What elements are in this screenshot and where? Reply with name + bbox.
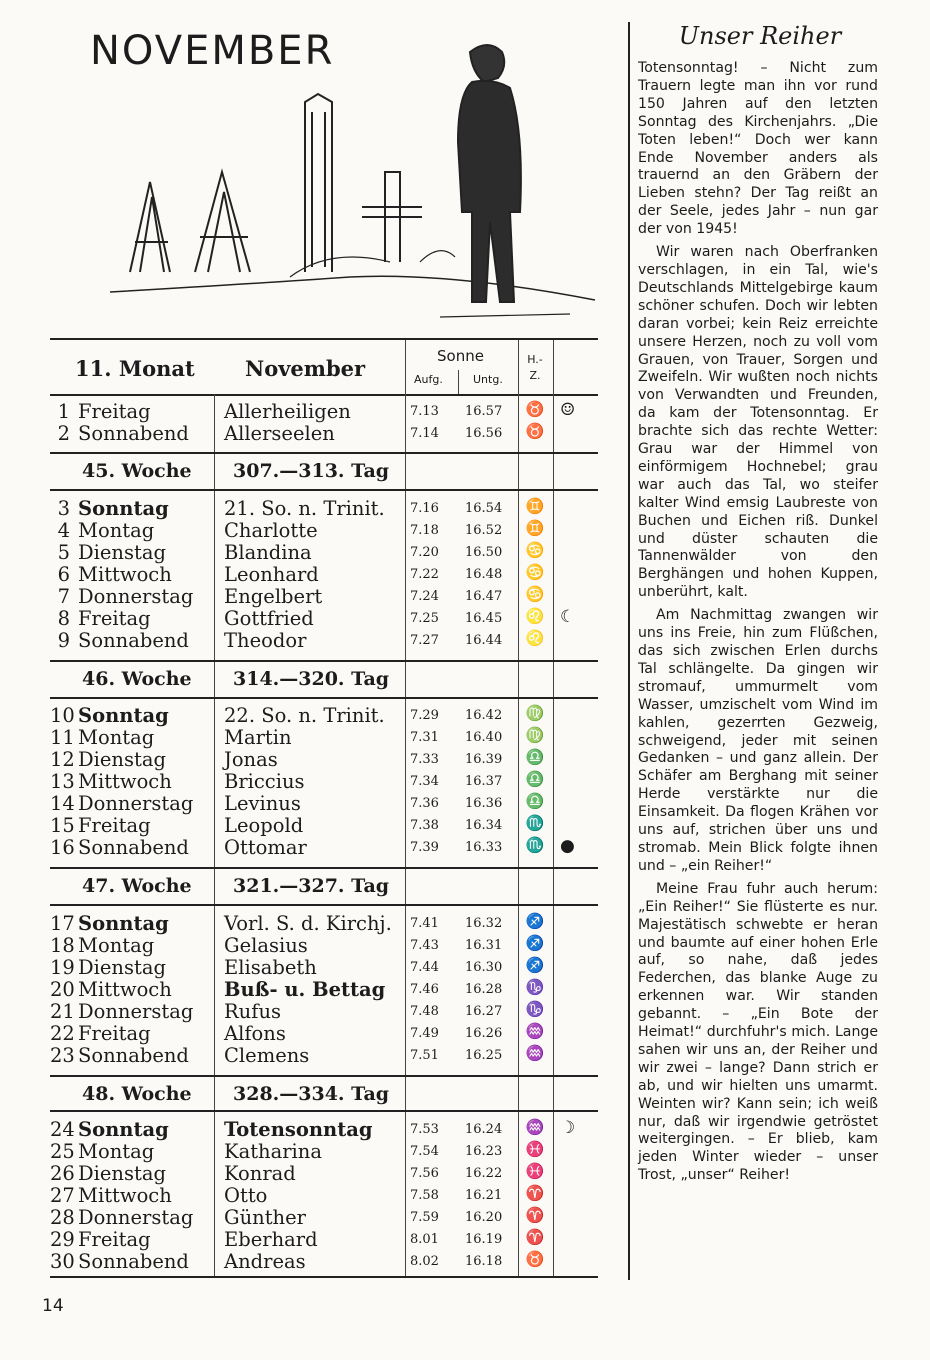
page-number: 14 — [42, 1296, 64, 1316]
sunset-time: 16.33 — [465, 840, 503, 855]
article-paragraph: Wir waren nach Oberfranken verschlagen, in ein Tal, wie's Deutschlands Mittelgebirge kaum schöner schufen. Doch wir lebten daran vorbei; kein Reiz erreichte unsere Herzen, noch zu voll vom Grauen, von Trauer, Sorgen und Zweifeln. Wir wußten noch nichts von Verwandten und Freunden, da kam der Totensonntag. Er brachte sich das rechte Wetter: Grau war der Himmel von einförmigem Hochnebel; grau war auch das Tal, wo steifer kalter Wind emsig Laubreste von Buchen und Eichen riß. Dunkel und düster schauten die Tannenwälder von den Berghängen und hohen Kuppen, unberührt, kalt. — [638, 244, 878, 601]
saint-name: Briccius — [224, 770, 305, 793]
zodiac-icon: ♓ — [525, 1162, 545, 1180]
sunrise-time: 7.39 — [410, 840, 439, 855]
zodiac-icon: ♋ — [525, 541, 545, 559]
table-rule — [50, 489, 598, 491]
weekday: Donnerstag — [78, 585, 194, 608]
sunset-time: 16.52 — [465, 523, 503, 538]
day-number: 7 — [57, 585, 70, 608]
article-title: Unser Reiher — [678, 22, 842, 50]
sunset-time: 16.56 — [465, 426, 503, 441]
week-day-range: 314.—320. Tag — [233, 668, 390, 690]
day-number: 18 — [50, 934, 75, 957]
weekday: Dienstag — [78, 541, 166, 564]
month-name: November — [245, 356, 366, 381]
zodiac-icon: ♏ — [525, 814, 545, 832]
calendar-row — [0, 497, 600, 519]
article-paragraph: Totensonntag! – Nicht zum Trauern legte man ihn vor rund 150 Jahren auf den letzten Sonntag des Kirchenjahrs. „Die Toten leben!“ Doch wer kann Ende November anders als trauernd an den Gräbern der Lieben stehn? Der Tag reißt an der Seele, jedes Jahr – nun gar der von 1945! — [638, 60, 878, 238]
sunset-time: 16.23 — [465, 1144, 503, 1159]
sunrise-time: 7.14 — [410, 426, 439, 441]
calendar-row — [0, 1118, 600, 1140]
table-rule — [50, 660, 598, 662]
table-rule — [50, 1075, 598, 1077]
sunset-time: 16.22 — [465, 1166, 503, 1181]
sunrise-time: 8.02 — [410, 1254, 439, 1269]
sunset-header: Untg. — [473, 373, 503, 386]
hz-header: H.-Z. — [527, 353, 543, 382]
calendar-row — [0, 629, 600, 651]
weekday: Donnerstag — [78, 1000, 194, 1023]
day-number: 30 — [50, 1250, 75, 1273]
sunset-time: 16.45 — [465, 611, 503, 626]
week-label: 45. Woche — [82, 460, 192, 482]
calendar-row — [0, 792, 600, 814]
weekday: Dienstag — [78, 748, 166, 771]
week-day-range: 321.—327. Tag — [233, 875, 390, 897]
sunrise-time: 7.33 — [410, 752, 439, 767]
calendar-row — [0, 770, 600, 792]
moon-phase-icon: ● — [560, 836, 575, 856]
sunrise-time: 7.13 — [410, 404, 439, 419]
saint-name: Alfons — [224, 1022, 286, 1045]
sunrise-time: 7.22 — [410, 567, 439, 582]
weekday: Freitag — [78, 814, 151, 837]
sunset-time: 16.37 — [465, 774, 503, 789]
saint-name: Blandina — [224, 541, 312, 564]
table-rule — [50, 452, 598, 454]
sunset-time: 16.25 — [465, 1048, 503, 1063]
calendar-row — [0, 1022, 600, 1044]
sunrise-time: 7.34 — [410, 774, 439, 789]
article-text — [638, 60, 878, 1190]
zodiac-icon: ♋ — [525, 563, 545, 581]
sunrise-time: 7.49 — [410, 1026, 439, 1041]
saint-name: Otto — [224, 1184, 268, 1207]
day-number: 10 — [50, 704, 75, 727]
sunrise-time: 7.53 — [410, 1122, 439, 1137]
weekday: Freitag — [78, 607, 151, 630]
weekday: Dienstag — [78, 1162, 166, 1185]
sunset-time: 16.34 — [465, 818, 503, 833]
day-number: 5 — [57, 541, 70, 564]
calendar-row — [0, 1162, 600, 1184]
saint-name: Andreas — [224, 1250, 306, 1273]
calendar-row — [0, 956, 600, 978]
calendar-row — [0, 934, 600, 956]
sunset-time: 16.20 — [465, 1210, 503, 1225]
table-rule — [50, 1276, 598, 1278]
sunset-time: 16.30 — [465, 960, 503, 975]
weekday: Sonntag — [78, 497, 169, 520]
sunset-time: 16.28 — [465, 982, 503, 997]
week-label: 46. Woche — [82, 668, 192, 690]
sunrise-time: 7.48 — [410, 1004, 439, 1019]
moon-phase-icon: ☾ — [560, 607, 576, 627]
day-number: 15 — [50, 814, 75, 837]
table-header-rule — [50, 394, 598, 396]
sunrise-time: 7.46 — [410, 982, 439, 997]
weekday: Montag — [78, 726, 155, 749]
sunset-time: 16.54 — [465, 501, 503, 516]
table-rule — [50, 1110, 598, 1112]
zodiac-icon: ♉ — [525, 400, 545, 418]
week-label: 48. Woche — [82, 1083, 192, 1105]
weekday: Sonntag — [78, 704, 169, 727]
month-title: NOVEMBER — [90, 28, 335, 74]
calendar-row — [0, 1140, 600, 1162]
day-number: 13 — [50, 770, 75, 793]
saint-name: Günther — [224, 1206, 306, 1229]
sunset-time: 16.47 — [465, 589, 503, 604]
day-number: 23 — [50, 1044, 75, 1067]
sunrise-header: Aufg. — [414, 373, 443, 386]
weekday: Donnerstag — [78, 792, 194, 815]
article-paragraph: Am Nachmittag zwangen wir uns ins Freie, hin zum Flüßchen, das sich zwischen Erlen durchs Tal schlängelte. Da gingen wir stromauf, ummurmelt vom Wasser, umzischelt vom Wind im kahlen, gezerrten Gezweig, schweigend, jeder mit seinen Gedanken – und ganz allein. Der Schäfer am Berghang mit seiner Herde verstärkte nur die Einsamkeit. Da flogen Krähen vor uns auf, strichen über uns und stromab. Mein Blick folgte ihnen und – „ein Reiher!“ — [638, 607, 878, 874]
day-number: 9 — [57, 629, 70, 652]
sunset-time: 16.32 — [465, 916, 503, 931]
week-label: 47. Woche — [82, 875, 192, 897]
zodiac-icon: ♈ — [525, 1206, 545, 1224]
zodiac-icon: ♊ — [525, 497, 545, 515]
sunset-time: 16.40 — [465, 730, 503, 745]
day-number: 26 — [50, 1162, 75, 1185]
calendar-row — [0, 1044, 600, 1066]
day-number: 1 — [57, 400, 70, 423]
weekday: Sonntag — [78, 912, 169, 935]
day-number: 29 — [50, 1228, 75, 1251]
zodiac-icon: ♐ — [525, 912, 545, 930]
sunrise-time: 7.58 — [410, 1188, 439, 1203]
column-divider — [628, 22, 630, 1280]
calendar-row — [0, 422, 600, 444]
table-rule — [50, 904, 598, 906]
calendar-row — [0, 836, 600, 858]
zodiac-icon: ♌ — [525, 629, 545, 647]
day-number: 6 — [57, 563, 70, 586]
weekday: Sonnabend — [78, 836, 189, 859]
zodiac-icon: ♑ — [525, 1000, 545, 1018]
weekday: Mittwoch — [78, 1184, 172, 1207]
sunset-time: 16.26 — [465, 1026, 503, 1041]
weekday: Montag — [78, 1140, 155, 1163]
sun-header: Sonne — [437, 347, 484, 365]
saint-name: Elisabeth — [224, 956, 317, 979]
day-number: 20 — [50, 978, 75, 1001]
sunrise-time: 7.18 — [410, 523, 439, 538]
zodiac-icon: ♉ — [525, 1250, 545, 1268]
day-number: 11 — [50, 726, 75, 749]
calendar-row — [0, 704, 600, 726]
month-number: 11. Monat — [75, 356, 195, 381]
sunrise-time: 7.59 — [410, 1210, 439, 1225]
sunset-time: 16.21 — [465, 1188, 503, 1203]
calendar-row — [0, 726, 600, 748]
sunset-time: 16.31 — [465, 938, 503, 953]
zodiac-icon: ♈ — [525, 1184, 545, 1202]
weekday: Mittwoch — [78, 563, 172, 586]
saint-name: Levinus — [224, 792, 301, 815]
calendar-row — [0, 541, 600, 563]
calendar-row — [0, 912, 600, 934]
day-number: 2 — [57, 422, 70, 445]
calendar-row — [0, 814, 600, 836]
zodiac-icon: ♒ — [525, 1022, 545, 1040]
calendar-row — [0, 519, 600, 541]
sunrise-time: 7.38 — [410, 818, 439, 833]
zodiac-icon: ♐ — [525, 956, 545, 974]
day-number: 21 — [50, 1000, 75, 1023]
sunset-time: 16.24 — [465, 1122, 503, 1137]
saint-name: Allerheiligen — [224, 400, 351, 423]
saint-name: Gottfried — [224, 607, 314, 630]
zodiac-icon: ♒ — [525, 1118, 545, 1136]
calendar-row — [0, 563, 600, 585]
weekday: Freitag — [78, 1022, 151, 1045]
zodiac-icon: ♐ — [525, 934, 545, 952]
sunrise-time: 7.41 — [410, 916, 439, 931]
column-line-set — [458, 370, 459, 394]
saint-name: Jonas — [224, 748, 278, 771]
calendar-row — [0, 400, 600, 422]
week-day-range: 328.—334. Tag — [233, 1083, 390, 1105]
weekday: Sonnabend — [78, 422, 189, 445]
sunset-time: 16.50 — [465, 545, 503, 560]
saint-name: Theodor — [224, 629, 307, 652]
saint-name: Leopold — [224, 814, 304, 837]
zodiac-icon: ♎ — [525, 792, 545, 810]
weekday: Sonnabend — [78, 1044, 189, 1067]
sunrise-time: 7.56 — [410, 1166, 439, 1181]
sunrise-time: 7.20 — [410, 545, 439, 560]
table-rule — [50, 867, 598, 869]
table-top-rule — [50, 338, 598, 340]
saint-name: Ottomar — [224, 836, 307, 859]
sunset-time: 16.19 — [465, 1232, 503, 1247]
calendar-row — [0, 1228, 600, 1250]
sunrise-time: 7.43 — [410, 938, 439, 953]
sunrise-time: 7.54 — [410, 1144, 439, 1159]
saint-name: Charlotte — [224, 519, 318, 542]
day-number: 27 — [50, 1184, 75, 1207]
day-number: 24 — [50, 1118, 75, 1141]
weekday: Sonntag — [78, 1118, 169, 1141]
sunrise-time: 7.44 — [410, 960, 439, 975]
sunset-time: 16.48 — [465, 567, 503, 582]
saint-name: 22. So. n. Trinit. — [224, 704, 385, 727]
sunrise-time: 7.51 — [410, 1048, 439, 1063]
moon-phase-icon: ☽ — [560, 1118, 576, 1138]
weekday: Freitag — [78, 400, 151, 423]
zodiac-icon: ♉ — [525, 422, 545, 440]
day-number: 22 — [50, 1022, 75, 1045]
calendar-row — [0, 607, 600, 629]
article-paragraph: Meine Frau fuhr auch herum: „Ein Reiher!“ Sie flüsterte es nur. Majestätisch schwebte er heran und baumte auf einer hohen Erle auf, so nahe, daß jedes Federchen, das blanke Auge zu erkennen war. Wir standen gebannt. – „Ein Bote der Heimat!“ durchfuhr's mich. Lange sahen wir uns an, der Reiher und wir zwei – lange? Dann strich er ab, und wir hielten uns umarmt. Weinten wir? Kann sein; ich weiß nur, daß wir irgendwie getröstet weitergingen. – Er blieb, kam jeden Winter wieder – unser Trost, „unser“ Reiher! — [638, 880, 878, 1184]
zodiac-icon: ♒ — [525, 1044, 545, 1062]
sunrise-time: 7.29 — [410, 708, 439, 723]
calendar-row — [0, 748, 600, 770]
zodiac-icon: ♍ — [525, 704, 545, 722]
zodiac-icon: ♏ — [525, 836, 545, 854]
sunrise-time: 7.36 — [410, 796, 439, 811]
weekday: Montag — [78, 934, 155, 957]
day-number: 12 — [50, 748, 75, 771]
saint-name: Engelbert — [224, 585, 323, 608]
cemetery-illustration — [100, 22, 600, 332]
weekday: Dienstag — [78, 956, 166, 979]
day-number: 14 — [50, 792, 75, 815]
saint-name: 21. So. n. Trinit. — [224, 497, 385, 520]
day-number: 25 — [50, 1140, 75, 1163]
sunset-time: 16.44 — [465, 633, 503, 648]
sunrise-time: 7.27 — [410, 633, 439, 648]
day-number: 16 — [50, 836, 75, 859]
sunrise-time: 8.01 — [410, 1232, 439, 1247]
calendar-row — [0, 1000, 600, 1022]
saint-name: Eberhard — [224, 1228, 318, 1251]
sunset-time: 16.57 — [465, 404, 503, 419]
saint-name: Clemens — [224, 1044, 310, 1067]
day-number: 17 — [50, 912, 75, 935]
weekday: Freitag — [78, 1228, 151, 1251]
day-number: 28 — [50, 1206, 75, 1229]
saint-name: Vorl. S. d. Kirchj. — [224, 912, 392, 935]
saint-name: Gelasius — [224, 934, 308, 957]
saint-name: Konrad — [224, 1162, 296, 1185]
sunrise-time: 7.31 — [410, 730, 439, 745]
day-number: 4 — [57, 519, 70, 542]
weekday: Donnerstag — [78, 1206, 194, 1229]
sunrise-time: 7.25 — [410, 611, 439, 626]
sunrise-time: 7.24 — [410, 589, 439, 604]
saint-name: Martin — [224, 726, 292, 749]
calendar-row — [0, 585, 600, 607]
zodiac-icon: ♑ — [525, 978, 545, 996]
sunset-time: 16.39 — [465, 752, 503, 767]
zodiac-icon: ♍ — [525, 726, 545, 744]
zodiac-icon: ♎ — [525, 770, 545, 788]
calendar-row — [0, 1250, 600, 1272]
weekday: Mittwoch — [78, 770, 172, 793]
sunset-time: 16.36 — [465, 796, 503, 811]
zodiac-icon: ♓ — [525, 1140, 545, 1158]
calendar-row — [0, 1206, 600, 1228]
zodiac-icon: ♋ — [525, 585, 545, 603]
zodiac-icon: ♊ — [525, 519, 545, 537]
zodiac-icon: ♌ — [525, 607, 545, 625]
weekday: Sonnabend — [78, 1250, 189, 1273]
sunset-time: 16.42 — [465, 708, 503, 723]
saint-name: Buß- u. Bettag — [224, 978, 386, 1001]
saint-name: Totensonntag — [224, 1118, 373, 1141]
moon-phase-icon: ☺ — [560, 400, 576, 420]
calendar-row — [0, 978, 600, 1000]
saint-name: Leonhard — [224, 563, 319, 586]
weekday: Sonnabend — [78, 629, 189, 652]
zodiac-icon: ♈ — [525, 1228, 545, 1246]
table-rule — [50, 697, 598, 699]
weekday: Montag — [78, 519, 155, 542]
saint-name: Katharina — [224, 1140, 322, 1163]
sunset-time: 16.27 — [465, 1004, 503, 1019]
day-number: 8 — [57, 607, 70, 630]
day-number: 3 — [57, 497, 70, 520]
sunset-time: 16.18 — [465, 1254, 503, 1269]
sunrise-time: 7.16 — [410, 501, 439, 516]
zodiac-icon: ♎ — [525, 748, 545, 766]
day-number: 19 — [50, 956, 75, 979]
saint-name: Rufus — [224, 1000, 282, 1023]
saint-name: Allerseelen — [224, 422, 335, 445]
week-day-range: 307.—313. Tag — [233, 460, 390, 482]
calendar-row — [0, 1184, 600, 1206]
weekday: Mittwoch — [78, 978, 172, 1001]
